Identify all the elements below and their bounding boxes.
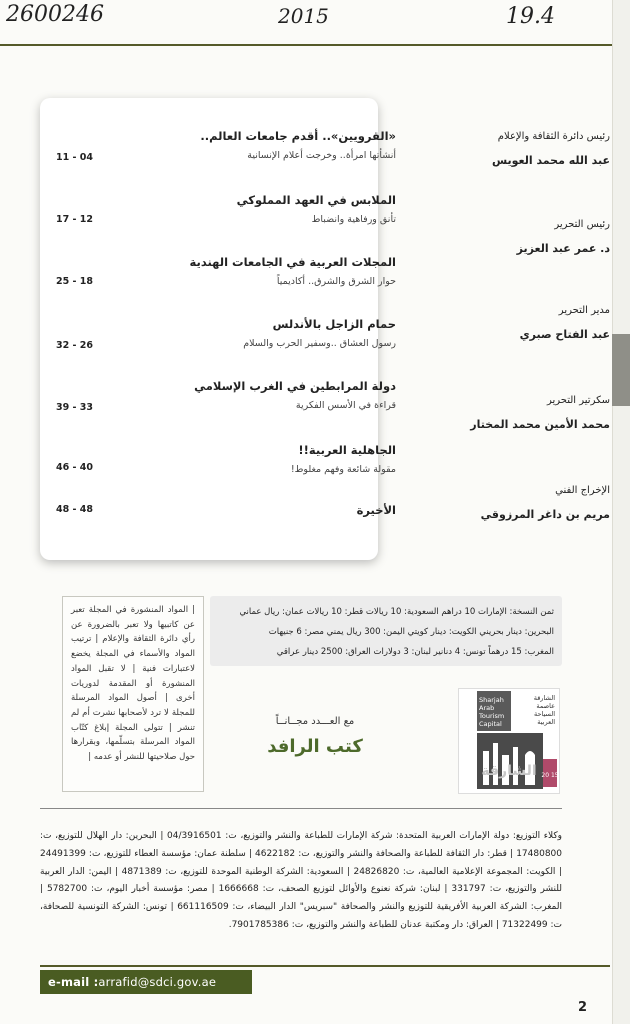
handwritten-year: 2015 (278, 4, 329, 28)
toc-subtitle: رسول العشاق ..وسفير الحرب والسلام (243, 338, 396, 349)
toc-title: دولة المرابطين في الغرب الإسلامي (194, 379, 396, 393)
logo-english-line: Sharjah (479, 696, 504, 704)
staff-name: عبد الله محمد العويس (491, 154, 610, 167)
toc-title: «القرويين».. أقدم جامعات العالم.. (200, 129, 396, 143)
toc-title: حمام الزاجل بالأندلس (272, 317, 396, 331)
staff-role: الإخراج الفني (555, 485, 610, 496)
toc-title: المجلات العربية في الجامعات الهندية (189, 255, 396, 269)
distributors-text: وكلاء التوزيع: دولة الإمارات العربية المتحدة: شركة الإمارات للطباعة والنشر والتوزيع، ت: 04/3916501 | البحرين: دار الهلال للتوزيع، ت: 17480800 | قطر: دار الثقافة للطباعة والصحافة والنشر والتوزيع، ت: 4622182 | سلطنة عمان: مؤسسة العطاء للتوزيع، ت: 24491399 | الكويت: المجموعة الإعلامية العالمية، ت: 24826820 | السعودية: الشركة الوطنية الموحدة للتوزيع، ت: 4871389 | اليمن: الدار العربية للنشر والتوزيع، ت: 331797 | لبنان: شركة نعنوع والأوائل لتوزيع الصحف، ت: 1666668 | مصر: مؤسسة أخبار اليوم، ت: 5782700 | المغرب: الشركة العربية الأفريقية للتوزيع والنشر والصحافة "سبريس" الدار البيضاء، ت: 661116509 | تونس: الشركة التونسية للصحافة، ت: 71322499 | العراق: دار ومكتبة عدنان للطباعة والنشر والتوزيع، ت: 7901785386. (40, 831, 562, 930)
toc-title: الأخيرة (356, 503, 396, 517)
prices-box (210, 596, 562, 666)
logo-english-line: Tourism (479, 712, 505, 720)
logo-arabic-line: الشارقة (533, 694, 555, 702)
toc-pages: 39 - 33 (56, 402, 93, 413)
toc-item[interactable] (54, 378, 396, 413)
toc-item[interactable] (54, 442, 396, 477)
logo-year: 20 15 (541, 772, 559, 779)
staff-entry (410, 394, 610, 433)
staff-name: محمد الأمين محمد المختار (470, 418, 610, 431)
toc-subtitle: مقولة شائعة وفهم مغلوط! (290, 464, 396, 475)
free-gift-title: كتب الرافد (267, 736, 363, 757)
top-rule (0, 44, 612, 46)
staff-name: مريم بن داغر المرزوقي (480, 508, 610, 521)
staff-role: سكرتير التحرير (546, 395, 610, 406)
price-line: البحرين: دينار بحريني الكويت: دينار كويتي اليمن: 300 ريال يمني مصر: 6 جنيهات (268, 627, 554, 637)
toc-subtitle: تأنق ورفاهية وانضباط (311, 214, 396, 225)
toc-subtitle: أنشأتها امرأة.. وخرجت أعلام الإنسانية (247, 150, 396, 161)
bottom-rule (40, 965, 610, 967)
staff-role: رئيس التحرير (554, 219, 610, 230)
toc-item[interactable] (54, 316, 396, 351)
email-label: e-mail : (48, 975, 99, 989)
price-line: المغرب: 15 درهماً تونس: 4 دنانير لبنان: 3 دولارات العراق: 2500 دينار عراقي (276, 647, 554, 657)
toc-item[interactable] (54, 502, 396, 518)
free-gift-label: مع العـــدد مجــانــاً (275, 716, 355, 727)
logo-english-line: Arab (479, 704, 495, 712)
logo-english-line: Capital (479, 720, 502, 728)
logo-arabic-line: عاصمة (536, 702, 555, 710)
toc-pages: 17 - 12 (56, 214, 93, 225)
toc-item[interactable] (54, 128, 396, 163)
logo-arabic-line: العربية (537, 718, 555, 726)
toc-title: الجاهلية العربية!! (298, 443, 396, 457)
page-number: 2 (578, 1000, 588, 1015)
toc-pages: 46 - 40 (56, 462, 93, 473)
toc-pages: 11 - 04 (56, 152, 93, 163)
email-address[interactable]: arrafid@sdci.gov.ae (98, 975, 217, 989)
toc-subtitle: حوار الشرق والشرق.. أكاديمياً (276, 276, 396, 287)
toc-item[interactable] (54, 192, 396, 227)
staff-entry (410, 304, 610, 343)
staff-role: رئيس دائرة الثقافة والإعلام (497, 131, 610, 142)
price-line: ثمن النسخة: الإمارات 10 دراهم السعودية: 10 ريالات قطر: 10 ريالات عمان: ريال عماني (239, 607, 554, 617)
toc-pages: 32 - 26 (56, 340, 93, 351)
toc-pages: 25 - 18 (56, 276, 93, 287)
page-edge (612, 0, 630, 1024)
edge-tab-marker (612, 334, 630, 406)
toc-title: الملابس في العهد المملوكي (236, 193, 396, 207)
staff-entry (410, 218, 610, 257)
logo-arabic-line: السياحة (533, 710, 555, 718)
toc-item[interactable] (54, 254, 396, 289)
logo-wordmark: الشارقة (481, 763, 537, 779)
handwritten-code: 2600246 (6, 2, 104, 27)
disclaimer-box: | المواد المنشورة في المجلة تعبر عن كاتبيها ولا تعبر بالضرورة عن رأي دائرة الثقافة والإعلام | ترتيب المواد والأسماء في المجلة يخضع لاعتبارات فنية | لا تقبل المواد المنشورة أو المقدمة لدوريات أخرى | أصول المواد المرسلة للمجلة لا ترد لأصحابها نشرت أم لم تنشر | تتولى المجلة إبلاغ كتّاب المواد المرسلة بتسلّمها، وبقرارها حول صلاحيتها للنشر أو عدمه | (62, 596, 204, 792)
staff-name: د. عمر عبد العزيز (516, 242, 610, 255)
distributors-rule (40, 808, 562, 809)
toc-pages: 48 - 48 (56, 504, 93, 515)
staff-name: عبد الفتاح صبري (519, 328, 610, 341)
logo-graphic (459, 689, 559, 793)
toc-subtitle: قراءة في الأسس الفكرية (295, 400, 396, 411)
staff-role: مدير التحرير (558, 305, 610, 316)
staff-entry (410, 484, 610, 523)
staff-entry (410, 130, 610, 169)
email-bar[interactable] (40, 970, 252, 994)
sharjah-tourism-logo (458, 688, 560, 794)
handwritten-issue: 19.4 (506, 4, 555, 29)
contents-card (40, 98, 396, 560)
